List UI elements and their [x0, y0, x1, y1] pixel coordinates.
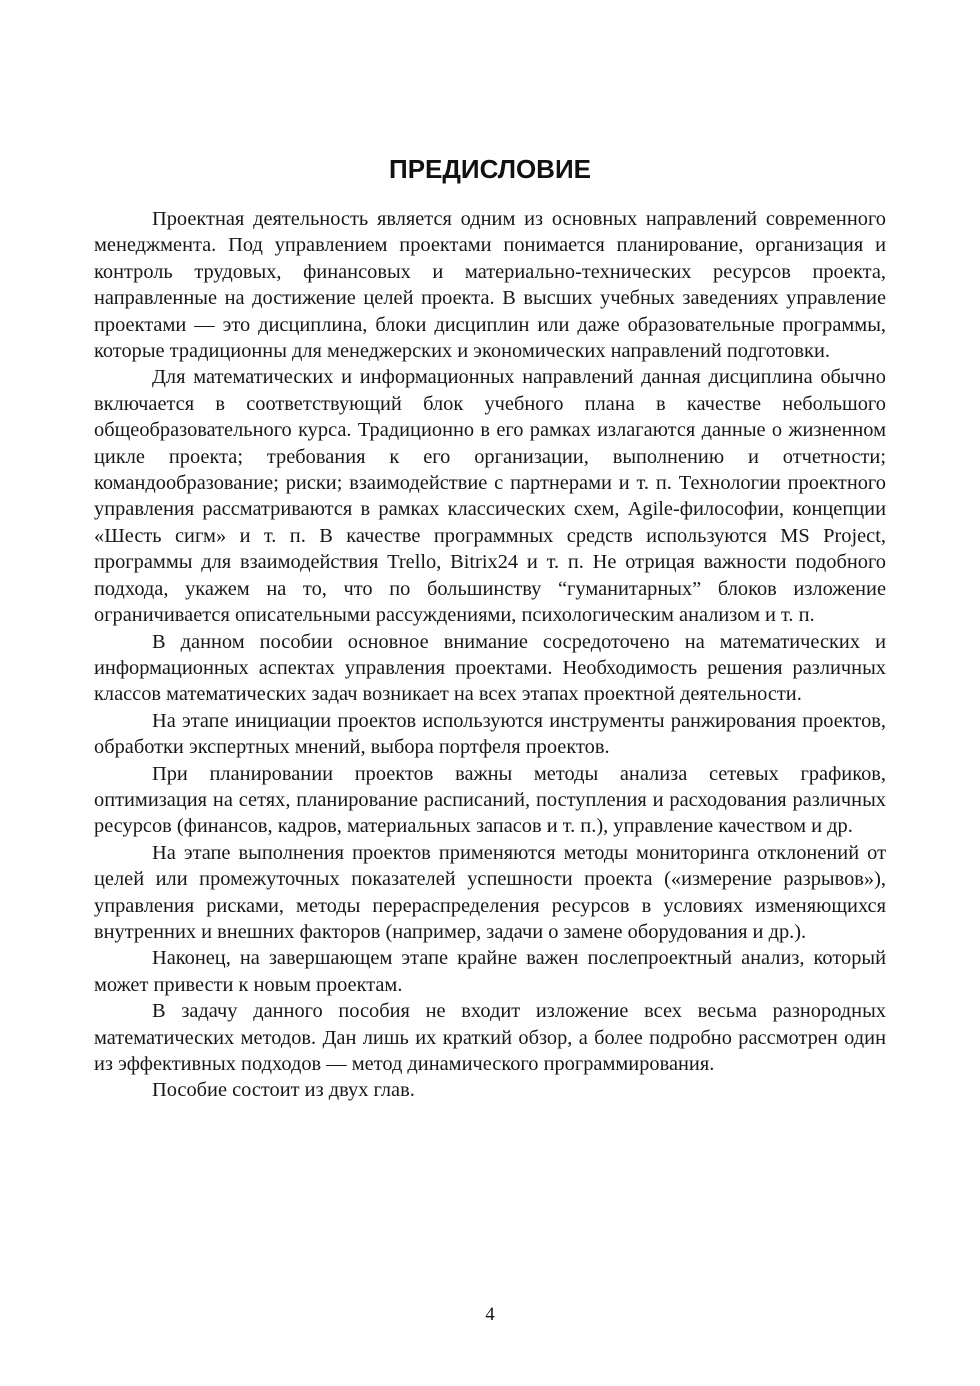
- paragraph-4: На этапе инициации проектов используются инструменты ранжирования проектов, обработки экспертных мнений, выбора портфеля проектов.: [94, 709, 886, 759]
- paragraph-9: Пособие состоит из двух глав.: [152, 1079, 415, 1102]
- preface-body: [94, 206, 886, 1104]
- paragraph-7: Наконец, на завершающем этапе крайне важен послепроектный анализ, который может привести к новым проектам.: [94, 947, 886, 996]
- page-number: 4: [485, 1304, 495, 1325]
- page-title: ПРЕДИСЛОВИЕ: [389, 154, 591, 184]
- paragraph-3: В данном пособии основное внимание сосредоточено на математических и информационных аспектах управления проектами. Необходимость решения различных классов математических задач возникает на всех этапах проектной деятельности.: [94, 630, 886, 706]
- paragraph-5: При планировании проектов важны методы анализа сетевых графиков, оптимизация на сетях, планирование расписаний, поступления и расходования различных ресурсов (финансов, кадров, материальных запасов и т. п.), управление качеством и др.: [94, 762, 886, 838]
- paragraph-8: В задачу данного пособия не входит изложение всех весьма разнородных математических методов. Дан лишь их краткий обзор, а более подробно рассмотрен один из эффективных подходов — метод динамического программирования.: [94, 1000, 886, 1075]
- paragraph-2: Для математических и информационных направлений данная дисциплина обычно включается в соответствующий блок учебного плана в качестве небольшого общеобразовательного курса. Традиционно в его рамках излагаются данные о жизненном цикле проекта; требования к его организации, выполнению и отчетности; командообразование; риски; взаимодействие с партнерами и т. п. Технологии проектного управления рассматриваются в рамках классических схем, Agile-философии, концепции «Шесть сигм» и т. п. В качестве программных средств используются MS Project, программы для взаимодействия Trello, Bitrix24 и т. п. Не отрицая важности подобного подхода, укажем на то, что по большинству “гуманитарных” блоков изложение ограничивается описательными рассуждениями, психологическим анализом и т. п.: [94, 366, 886, 627]
- paragraph-6: На этапе выполнения проектов применяются методы мониторинга отклонений от целей или промежуточных показателей успешности проекта («измерение разрывов»), управления рисками, методы перераспределения ресурсов в условиях изменяющихся внутренних и внешних факторов (например, задачи о замене оборудования и др.).: [94, 841, 886, 943]
- paragraph-1: Проектная деятельность является одним из основных направлений современного менеджмента. Под управлением проектами понимается планирование, организация и контроль трудовых, финансовых и материально-технических ресурсов проекта, направленные на достижение целей проекта. В высших учебных заведениях управление проектами — это дисциплина, блоки дисциплин или даже образовательные программы, которые традиционны для менеджерских и экономических направлений подготовки.: [94, 208, 886, 363]
